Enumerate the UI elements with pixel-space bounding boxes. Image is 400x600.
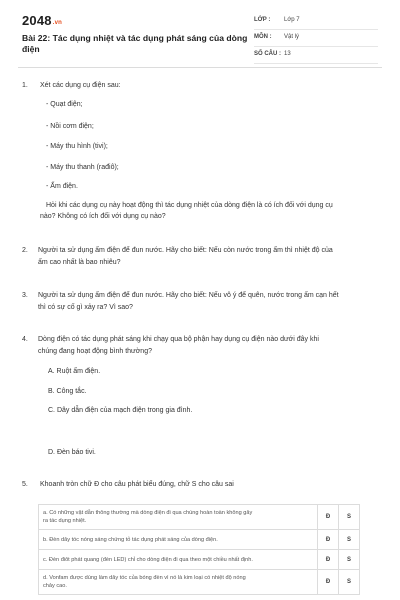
meta-key: LỚP : <box>254 17 271 23</box>
question-text: Người ta sử dụng ấm điện để đun nước. Hãy cho biết: Nếu còn nước trong ấm thì nhiệt độ của <box>38 247 333 254</box>
site-logo[interactable] <box>22 13 62 28</box>
question-number: 1. <box>22 82 28 89</box>
question-text: ấm cao nhất là bao nhiêu? <box>38 259 121 266</box>
question-followup: nào? Không có ích đối với dụng cụ nào? <box>40 213 166 220</box>
meta-value: 13 <box>284 51 291 57</box>
logo-suffix: .vn <box>52 20 63 26</box>
false-option[interactable]: S <box>339 550 360 570</box>
statement-cell <box>39 530 318 550</box>
logo-text: 2048 <box>22 13 52 28</box>
meta-row-class <box>254 14 378 30</box>
list-item: - Máy thu thanh (rađiô); <box>46 164 119 171</box>
answer-option: B. Công tắc. <box>48 388 87 395</box>
list-item: - Quạt điện; <box>46 101 83 108</box>
true-option[interactable]: Đ <box>318 550 339 570</box>
meta-info <box>254 14 378 65</box>
answer-option: D. Đèn báo tivi. <box>48 449 96 456</box>
meta-key: SỐ CÂU : <box>254 51 281 57</box>
list-item: - Máy thu hình (tivi); <box>46 143 108 150</box>
meta-row-subject <box>254 31 378 47</box>
question-followup: Hỏi khi các dụng cụ này hoạt động thì tác dụng nhiệt của dòng điện là có ích đối với dụng cụ <box>46 202 333 209</box>
page-title: Bài 22: Tác dụng nhiệt và tác dụng phát sáng của dòng điện <box>22 33 248 54</box>
worksheet-header <box>0 0 400 64</box>
question-text: thì có sự cố gì xảy ra? Vì sao? <box>38 304 133 311</box>
meta-row-count <box>254 48 378 64</box>
false-option[interactable]: S <box>339 505 360 530</box>
true-option[interactable]: Đ <box>318 530 339 550</box>
question-text: chúng đang hoạt động bình thường? <box>38 348 152 355</box>
statement-text: c. Đèn điôt phát quang (đèn LED) chỉ cho dòng điện đi qua theo một chiều nhất định. <box>43 556 253 563</box>
question-number: 3. <box>22 292 28 299</box>
table-row <box>39 530 360 550</box>
statement-cell <box>39 570 318 595</box>
question-text: Dòng điện có tác dụng phát sáng khi chạy qua bộ phận hay dụng cụ điện nào dưới đây khi <box>38 336 319 343</box>
meta-value: Lớp 7 <box>284 17 300 23</box>
list-item: - Ấm điện. <box>46 183 78 190</box>
statement-text: chảy cao. <box>43 583 67 589</box>
true-option[interactable]: Đ <box>318 570 339 595</box>
question-number: 2. <box>22 247 28 254</box>
question-number: 4. <box>22 336 28 343</box>
answer-option: A. Ruột ấm điện. <box>48 368 101 375</box>
table-row <box>39 570 360 595</box>
list-item: - Nồi cơm điện; <box>46 123 94 130</box>
answer-option: C. Dây dẫn điện của mạch điện trong gia đình. <box>48 407 193 414</box>
header-divider <box>18 67 382 68</box>
true-false-table <box>38 504 360 595</box>
table-row <box>39 505 360 530</box>
statement-text: ra tác dụng nhiệt. <box>43 518 87 524</box>
table-row <box>39 550 360 570</box>
statement-text: a. Có những vật dẫn thông thường mà dòng điện đi qua chúng hoàn toàn không gây <box>43 510 253 516</box>
meta-key: MÔN : <box>254 34 272 40</box>
question-text: Khoanh tròn chữ Đ cho câu phát biểu đúng, chữ S cho câu sai <box>40 481 234 488</box>
false-option[interactable]: S <box>339 570 360 595</box>
question-text: Xét các dụng cụ điện sau: <box>40 82 121 89</box>
statement-cell <box>39 550 318 570</box>
statement-text: d. Vonfam được dùng làm dây tóc của bóng đèn vì nó là kim loại có nhiệt độ nóng <box>43 575 246 581</box>
question-number: 5. <box>22 481 28 488</box>
question-text: Người ta sử dụng ấm điện để đun nước. Hãy cho biết: Nếu vô ý để quên, nước trong ấm cạn hết <box>38 292 339 299</box>
statement-text: b. Đèn dây tóc nóng sáng chứng tỏ tác dụng phát sáng của dòng điện. <box>43 536 218 543</box>
meta-value: Vật lý <box>284 34 300 40</box>
statement-cell <box>39 505 318 530</box>
true-option[interactable]: Đ <box>318 505 339 530</box>
false-option[interactable]: S <box>339 530 360 550</box>
